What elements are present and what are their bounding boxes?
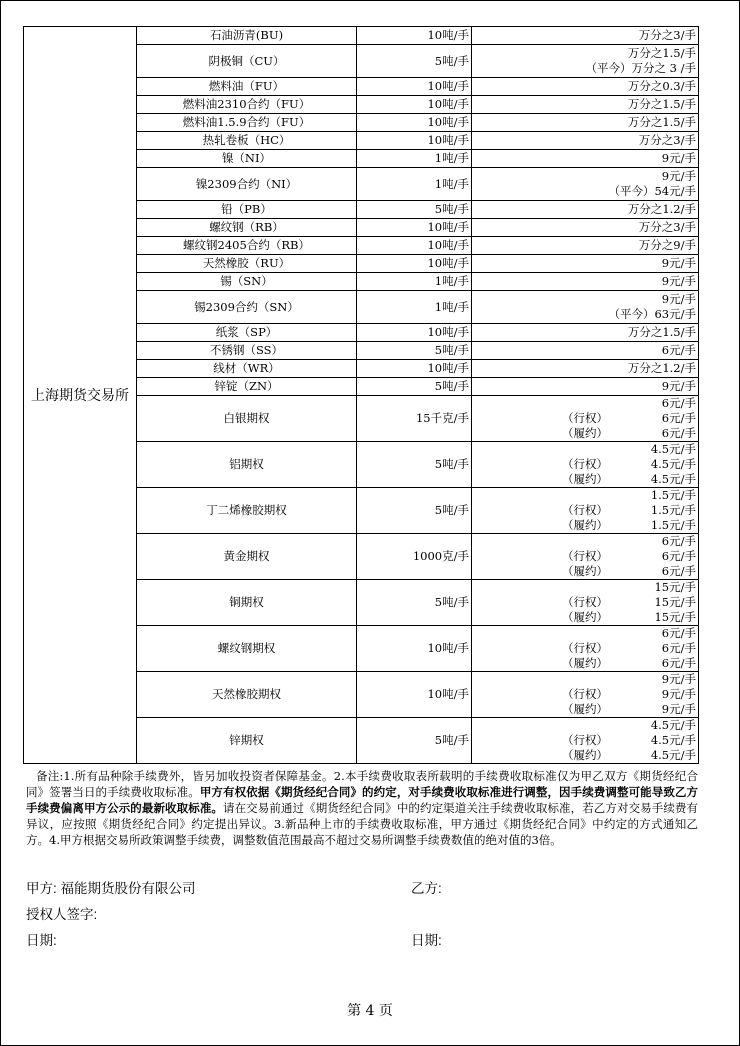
option-fee-values — [626, 442, 696, 487]
contract-unit: 5吨/手 — [357, 718, 472, 764]
fee-line: 万分之0.3/手 — [627, 79, 696, 93]
product-name: 镍（NI） — [137, 150, 357, 168]
exchange-name-cell: 上海期货交易所 — [24, 27, 137, 764]
remarks — [26, 768, 698, 848]
fee-line: 万分之1.5/手 — [627, 115, 696, 129]
fee-line: 4.5元/手 — [650, 442, 696, 456]
fee-line: 6元/手 — [661, 549, 696, 563]
fee-line: 6元/手 — [661, 396, 696, 410]
contract-unit: 5吨/手 — [357, 580, 472, 626]
contract-unit: 1吨/手 — [357, 291, 472, 324]
option-name: 锌期权 — [137, 718, 357, 764]
fee-line: 9元/手 — [661, 256, 696, 270]
exercise-label: （行权） — [562, 595, 608, 609]
option-fee-labels — [562, 626, 626, 671]
perform-label: （履约） — [562, 610, 608, 624]
contract-unit: 10吨/手 — [357, 324, 472, 342]
contract-unit: 10吨/手 — [357, 255, 472, 273]
perform-label: （履约） — [562, 518, 608, 532]
fee-line: 万分之3/手 — [638, 28, 696, 42]
fee-line: 6元/手 — [661, 564, 696, 578]
fee-cell — [472, 78, 699, 96]
remarks-bold: 甲方有权依据《期货经纪合同》的约定，对手续费收取标准进行调整，因手续费调整可能导致乙方手续费偏离甲方公示的最新收取标准。 — [26, 785, 699, 815]
fee-line: 4.5元/手 — [650, 748, 696, 762]
contract-unit: 5吨/手 — [357, 342, 472, 360]
page-number: 第 4 页 — [347, 1003, 393, 1019]
fee-cell — [472, 273, 699, 291]
option-fee-block — [474, 442, 696, 487]
fee-line: 万分之3/手 — [638, 220, 696, 234]
product-name: 螺纹钢（RB） — [137, 219, 357, 237]
option-fee-cell — [472, 626, 699, 672]
product-name: 镍2309合约（NI） — [137, 168, 357, 201]
option-fee-block — [474, 396, 696, 441]
exercise-label: （行权） — [562, 411, 608, 425]
fee-cell — [472, 201, 699, 219]
option-fee-block — [474, 718, 696, 763]
fee-line: 6元/手 — [661, 534, 696, 548]
fee-cell — [472, 27, 699, 45]
option-fee-cell — [472, 396, 699, 442]
contract-unit: 10吨/手 — [357, 27, 472, 45]
product-name: 燃料油1.5.9合约（FU） — [137, 114, 357, 132]
fee-cell — [472, 237, 699, 255]
remarks-part2: 请在交易前通过《期货经纪合同》中的约定渠道关注手续费收取标准，若乙方对交易手续费有异议，应按照《期货经纪合同》约定提出异议。3.新品种上市的手续费收取标准，甲方通过《期货经纪合同》中约定的方式通知乙方。4.甲方根据交易所政策调整手续费，调整数值范围最高不超过交易所调整手续费数值的绝对值的3倍。 — [26, 801, 699, 847]
option-fee-labels — [562, 718, 626, 763]
contract-unit: 5吨/手 — [357, 201, 472, 219]
perform-label: （履约） — [562, 426, 608, 440]
product-name: 纸浆（SP） — [137, 324, 357, 342]
fee-line: 9元/手 — [661, 169, 696, 183]
option-fee-labels — [562, 396, 626, 441]
option-name: 黄金期权 — [137, 534, 357, 580]
fee-cell — [472, 291, 699, 324]
option-name: 丁二烯橡胶期权 — [137, 488, 357, 534]
option-fee-block — [474, 534, 696, 579]
fee-cell — [472, 96, 699, 114]
option-fee-cell — [472, 488, 699, 534]
contract-unit: 10吨/手 — [357, 78, 472, 96]
contract-unit: 10吨/手 — [357, 219, 472, 237]
date-a: 日期: — [26, 933, 57, 948]
fee-line: （平今）万分之 3 /手 — [585, 61, 696, 75]
option-fee-cell — [472, 672, 699, 718]
product-name: 燃料油2310合约（FU） — [137, 96, 357, 114]
exercise-label: （行权） — [562, 503, 608, 517]
fee-line: 6元/手 — [661, 343, 696, 357]
fee-line: 万分之1.5/手 — [627, 325, 696, 339]
fee-line: 6元/手 — [661, 626, 696, 640]
fee-line: 9元/手 — [661, 274, 696, 288]
fee-line: （平今）54元/手 — [608, 184, 696, 198]
exercise-label: （行权） — [562, 457, 608, 471]
product-name: 螺纹钢2405合约（RB） — [137, 237, 357, 255]
contract-unit: 10吨/手 — [357, 96, 472, 114]
option-name: 螺纹钢期权 — [137, 626, 357, 672]
fee-line: 6元/手 — [661, 411, 696, 425]
fee-line: 9元/手 — [661, 672, 696, 686]
fee-line: 4.5元/手 — [650, 472, 696, 486]
fee-line: 15元/手 — [654, 610, 696, 624]
contract-unit: 1吨/手 — [357, 273, 472, 291]
fee-line: 6元/手 — [661, 656, 696, 670]
fee-cell — [472, 324, 699, 342]
fee-cell — [472, 45, 699, 78]
product-name: 阴极铜（CU） — [137, 45, 357, 78]
perform-label: （履约） — [562, 564, 608, 578]
exercise-label: （行权） — [562, 549, 608, 563]
product-name: 燃料油（FU） — [137, 78, 357, 96]
fee-cell — [472, 378, 699, 396]
fee-cell — [472, 150, 699, 168]
contract-unit: 5吨/手 — [357, 45, 472, 78]
fee-cell — [472, 360, 699, 378]
contract-unit: 15千克/手 — [357, 396, 472, 442]
product-name: 锡（SN） — [137, 273, 357, 291]
option-fee-block — [474, 626, 696, 671]
product-name: 天然橡胶（RU） — [137, 255, 357, 273]
authorized-signature: 授权人签字: — [26, 907, 98, 922]
option-fee-cell — [472, 580, 699, 626]
contract-unit: 10吨/手 — [357, 114, 472, 132]
option-fee-cell — [472, 534, 699, 580]
option-fee-values — [626, 534, 696, 579]
product-name: 锌锭（ZN） — [137, 378, 357, 396]
fee-table — [23, 26, 699, 764]
contract-unit: 5吨/手 — [357, 488, 472, 534]
option-fee-labels — [562, 534, 626, 579]
contract-unit: 10吨/手 — [357, 626, 472, 672]
fee-line: 1.5元/手 — [650, 488, 696, 502]
option-fee-labels — [562, 488, 626, 533]
fee-line: 4.5元/手 — [650, 718, 696, 732]
option-fee-block — [474, 488, 696, 533]
contract-unit: 5吨/手 — [357, 378, 472, 396]
fee-cell — [472, 114, 699, 132]
product-name: 热轧卷板（HC） — [137, 132, 357, 150]
option-name: 白银期权 — [137, 396, 357, 442]
option-fee-values — [626, 672, 696, 717]
fee-line: 9元/手 — [661, 379, 696, 393]
fee-line: 9元/手 — [661, 151, 696, 165]
fee-line: 万分之1.5/手 — [627, 46, 696, 60]
product-name: 石油沥青(BU) — [137, 27, 357, 45]
fee-line: 15元/手 — [654, 595, 696, 609]
option-fee-values — [626, 488, 696, 533]
product-name: 锡2309合约（SN） — [137, 291, 357, 324]
contract-unit: 10吨/手 — [357, 360, 472, 378]
option-fee-labels — [562, 672, 626, 717]
contract-unit: 1吨/手 — [357, 168, 472, 201]
fee-cell — [472, 132, 699, 150]
party-a: 甲方: 福能期货股份有限公司 — [26, 881, 196, 896]
product-name: 不锈钢（SS） — [137, 342, 357, 360]
perform-label: （履约） — [562, 702, 608, 716]
exercise-label: （行权） — [562, 687, 608, 701]
option-fee-block — [474, 672, 696, 717]
option-name: 天然橡胶期权 — [137, 672, 357, 718]
option-fee-labels — [562, 442, 626, 487]
fee-cell — [472, 168, 699, 201]
contract-unit: 10吨/手 — [357, 132, 472, 150]
fee-table-body — [24, 27, 699, 764]
perform-label: （履约） — [562, 472, 608, 486]
fee-line: 万分之3/手 — [638, 133, 696, 147]
option-fee-cell — [472, 718, 699, 764]
fee-cell — [472, 342, 699, 360]
contract-unit: 1000克/手 — [357, 534, 472, 580]
fee-line: 6元/手 — [661, 641, 696, 655]
exercise-label: （行权） — [562, 641, 608, 655]
option-fee-values — [626, 580, 696, 625]
fee-line: 15元/手 — [654, 580, 696, 594]
fee-line: 4.5元/手 — [650, 733, 696, 747]
product-name: 线材（WR） — [137, 360, 357, 378]
option-fee-values — [626, 396, 696, 441]
table-row — [24, 27, 699, 45]
fee-line: 9元/手 — [661, 292, 696, 306]
contract-unit: 10吨/手 — [357, 672, 472, 718]
date-b: 日期: — [411, 933, 442, 948]
option-fee-labels — [562, 580, 626, 625]
option-fee-values — [626, 626, 696, 671]
option-name: 铝期权 — [137, 442, 357, 488]
contract-unit: 5吨/手 — [357, 442, 472, 488]
fee-line: 万分之1.5/手 — [627, 97, 696, 111]
fee-line: （平今）63元/手 — [608, 307, 696, 321]
perform-label: （履约） — [562, 748, 608, 762]
fee-cell — [472, 255, 699, 273]
perform-label: （履约） — [562, 656, 608, 670]
contract-unit: 1吨/手 — [357, 150, 472, 168]
option-fee-block — [474, 580, 696, 625]
fee-line: 6元/手 — [661, 426, 696, 440]
exercise-label: （行权） — [562, 733, 608, 747]
fee-line: 9元/手 — [661, 687, 696, 701]
fee-line: 4.5元/手 — [650, 457, 696, 471]
option-name: 铜期权 — [137, 580, 357, 626]
fee-line: 1.5元/手 — [650, 503, 696, 517]
fee-line: 万分之1.2/手 — [627, 202, 696, 216]
option-fee-values — [626, 718, 696, 763]
fee-line: 9元/手 — [661, 702, 696, 716]
fee-line: 万分之9/手 — [638, 238, 696, 252]
option-fee-cell — [472, 442, 699, 488]
contract-unit: 10吨/手 — [357, 237, 472, 255]
party-b: 乙方: — [411, 881, 442, 896]
fee-line: 1.5元/手 — [650, 518, 696, 532]
fee-cell — [472, 219, 699, 237]
product-name: 铅（PB） — [137, 201, 357, 219]
fee-line: 万分之1.2/手 — [627, 361, 696, 375]
remarks-part1: 备注:1.所有品种除手续费外，皆另加收投资者保障基金。2.本手续费收取表所载明的手续费收取标准仅为甲乙双方《期货经纪合同》签署当日的手续费收取标准。 — [26, 769, 698, 799]
